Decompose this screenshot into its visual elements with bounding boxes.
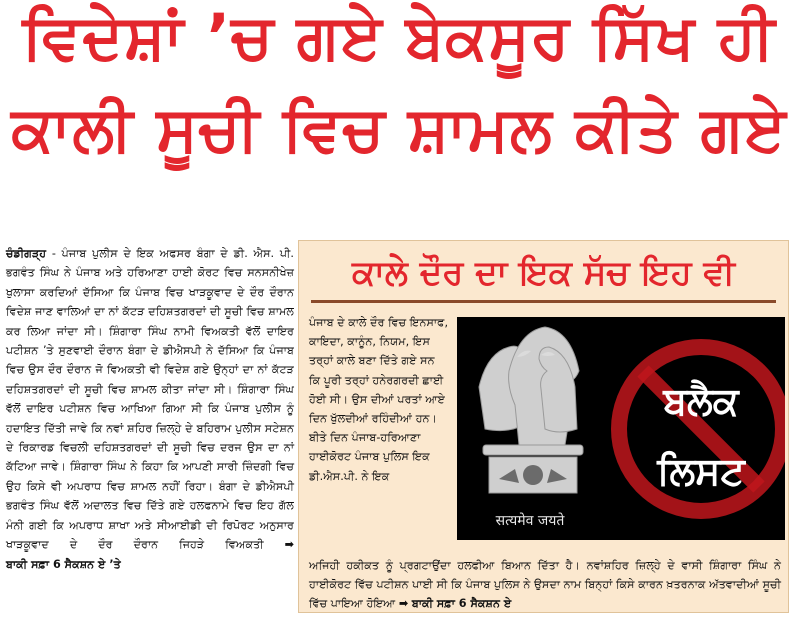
box-bottom-paragraph: ਅਜਿਹੀ ਹਕੀਕਤ ਨੂੰ ਪ੍ਰਗਟਾਉਂਦਾ ਹਲਫੀਆ ਬਿਆਨ ਦਿੱਤਾ ਹੈ। ਨਵਾਂਸ਼ਹਿਰ ਜ਼ਿਲ੍ਹੇ ਦੇ ਵਾਸੀ ਸ਼ਿੰਗਾਰਾ ਸਿੰਘ ਨੇ ਹਾਈਕੋਰਟ ਵਿੱਚ ਪਟੀਸ਼ਨ ਪਾਈ ਸੀ ਕਿ ਪੰਜਾਬ ਪੁਲਿਸ ਨੇ ਉਸਦਾ ਨਾਮ ਬਿਨ੍ਹਾਂ ਕਿਸੇ ਕਾਰਨ ਖ਼ਤਰਨਾਕ ਅੱਤਵਾਦੀਆਂ ਸੂਚੀ ਵਿੱਚ ਪਾਇਆ ਹੋਇਆ [309, 559, 781, 611]
headline-line-2: ਕਾਲੀ ਸੂਚੀ ਵਿਚ ਸ਼ਾਮਲ ਕੀਤੇ ਗਏ [11, 92, 787, 165]
box-divider [311, 300, 776, 303]
sidebar-box [298, 240, 789, 613]
black-list-word-1: ਬਲੈਕ [663, 379, 739, 423]
box-title: ਕਾਲੇ ਦੌਰ ਦਾ ਇਕ ਸੱਚ ਇਹ ਵੀ [352, 253, 735, 293]
article-column [6, 244, 294, 574]
box-column-text [309, 313, 449, 486]
emblem-caption: सत्यमेव जयते [495, 513, 565, 529]
ashoka-emblem-icon [457, 317, 785, 540]
article-dateline: ਚੰਡੀਗੜ੍ਹ [6, 247, 47, 260]
box-bottom-text [309, 556, 781, 614]
box-column-paragraph: ਪੰਜਾਬ ਦੇ ਕਾਲੇ ਦੌਰ ਵਿਚ ਇਨਸਾਫ, ਕਾਇਦਾ, ਕਾਨੂੰਨ, ਨਿਯਮ, ਇਸ ਤਰ੍ਹਾਂ ਕਾਲੇ ਬਣਾ ਦਿੱਤੇ ਗਏ ਸਨ ਕਿ ਪੂਰੀ ਤਰ੍ਹਾਂ ਹਨੇਰਗਰਦੀ ਛਾਈ ਹੋਈ ਸੀ। ਉਸ ਦੀਆਂ ਪਰਤਾਂ ਆਏ ਦਿਨ ਖੁੱਲਦੀਆਂ ਰਹਿੰਦੀਆਂ ਹਨ। ਬੀਤੇ ਦਿਨ ਪੰਜਾਬ-ਹਰਿਆਣਾ ਹਾਈਕੋਰਟ ਪੰਜਾਬ ਪੁਲਿਸ ਇਕ ਡੀ.ਐਸ.ਪੀ. ਨੇ ਇਕ [309, 316, 448, 483]
continuation-arrow-icon: ➡ [398, 597, 409, 611]
black-list-image [457, 317, 785, 540]
black-list-word-2: ਲਿਸਟ [657, 449, 745, 493]
continuation-arrow-icon: ➡ [284, 538, 294, 552]
headline-line-1: ਵਿਦੇਸ਼ਾਂ ’ਚ ਗਏ ਬੇਕਸੂਰ ਸਿੱਖ ਹੀ [22, 0, 776, 73]
article-body: - ਪੰਜਾਬ ਪੁਲੀਸ ਦੇ ਇਕ ਅਫਸਰ ਬੰਗਾ ਦੇ ਡੀ. ਐਸ. ਪੀ. ਭਗਵੰਤ ਸਿੰਘ ਨੇ ਪੰਜਾਬ ਅਤੇ ਹਰਿਆਣਾ ਹਾਈ ਕੋਰਟ ਵਿਚ ਸਨਸਨੀਖੇਜ਼ ਖੁਲਾਸਾ ਕਰਦਿਆਂ ਦੱਸਿਆ ਕਿ ਪੰਜਾਬ ਵਿਚ ਖਾੜਕੂਵਾਦ ਦੇ ਦੌਰ ਦੌਰਾਨ ਵਿਦੇਸ਼ ਜਾਣ ਵਾਲਿਆਂ ਦਾ ਨਾਂ ਕੱਟੜ ਦਹਿਸ਼ਤਗਰਦਾਂ ਦੀ ਸੂਚੀ ਵਿਚ ਸ਼ਾਮਲ ਕਰ ਲਿਆ ਜਾਂਦਾ ਸੀ। ਸ਼ਿੰਗਾਰਾ ਸਿੰਘ ਨਾਮੀ ਵਿਅਕਤੀ ਵੱਲੋਂ ਦਾਇਰ ਪਟੀਸ਼ਨ ’ਤੇ ਸੁਣਵਾਈ ਦੌਰਾਨ ਬੰਗਾ ਦੇ ਡੀਐਸਪੀ ਨੇ ਦੱਸਿਆ ਕਿ ਪੰਜਾਬ ਵਿਚ ਉਸ ਦੌਰ ਦੌਰਾਨ ਜੋ ਵਿਅਕਤੀ ਵੀ ਵਿਦੇਸ਼ ਗਏ ਉਨ੍ਹਾਂ ਦਾ ਨਾਂ ਕੱਟੜ ਦਹਿਸ਼ਤਗਰਦਾਂ ਦੀ ਸੂਚੀ ਵਿਚ ਸ਼ਾਮਲ ਕੀਤਾ ਜਾਂਦਾ ਸੀ। ਸ਼ਿੰਗਾਰਾ ਸਿੰਘ ਵੱਲੋਂ ਦਾਇਰ ਪਟੀਸ਼ਨ ਵਿਚ ਆਖਿਆ ਗਿਆ ਸੀ ਕਿ ਪੰਜਾਬ ਪੁਲੀਸ ਨੂੰ ਹਦਾਇਤ ਦਿੱਤੀ ਜਾਵੇ ਕਿ ਨਵਾਂ ਸ਼ਹਿਰ ਜ਼ਿਲ੍ਹੇ ਦੇ ਬਹਿਰਾਮ ਪੁਲੀਸ ਸਟੇਸ਼ਨ ਦੇ ਰਿਕਾਰਡ ਵਿਚਲੀ ਦਹਿਸ਼ਤਗਰਦਾਂ ਦੀ ਸੂਚੀ ਵਿਚ ਦਰਜ ਉਸ ਦਾ ਨਾਂ ਕੱਟਿਆ ਜਾਵੇ। ਸ਼ਿੰਗਾਰਾ ਸਿੰਘ ਨੇ ਕਿਹਾ ਕਿ ਆਪਣੀ ਸਾਰੀ ਜ਼ਿੰਦਗੀ ਵਿਚ ਉਹ ਕਿਸੇ ਵੀ ਅਪਰਾਧ ਵਿਚ ਸ਼ਾਮਲ ਨਹੀਂ ਰਿਹਾ। ਬੰਗਾ ਦੇ ਡੀਐਸਪੀ ਭਗਵੰਤ ਸਿੰਘ ਵੱਲੋਂ ਅਦਾਲਤ ਵਿਚ ਦਿੱਤੇ ਗਏ ਹਲਫਨਾਮੇ ਵਿਚ ਇਹ ਗੱਲ ਮੰਨੀ ਗਈ ਕਿ ਅਪਰਾਧ ਸ਼ਾਖਾ ਅਤੇ ਸੀਆਈਡੀ ਦੀ ਰਿਪੋਰਟ ਅਨੁਸਾਰ ਖਾੜਕੂਵਾਦ ਦੇ ਦੌਰ ਦੌਰਾਨ ਜਿਹੜੇ ਵਿਅਕਤੀ [6, 247, 294, 552]
box-continued-note: ਬਾਕੀ ਸਫ਼ਾ 6 ਸੈਕਸ਼ਨ ਏ [411, 597, 512, 611]
article-continued-note: ਬਾਕੀ ਸਫ਼ਾ 6 ਸੈਕਸ਼ਨ ਏ ’ਤੇ [6, 557, 121, 571]
